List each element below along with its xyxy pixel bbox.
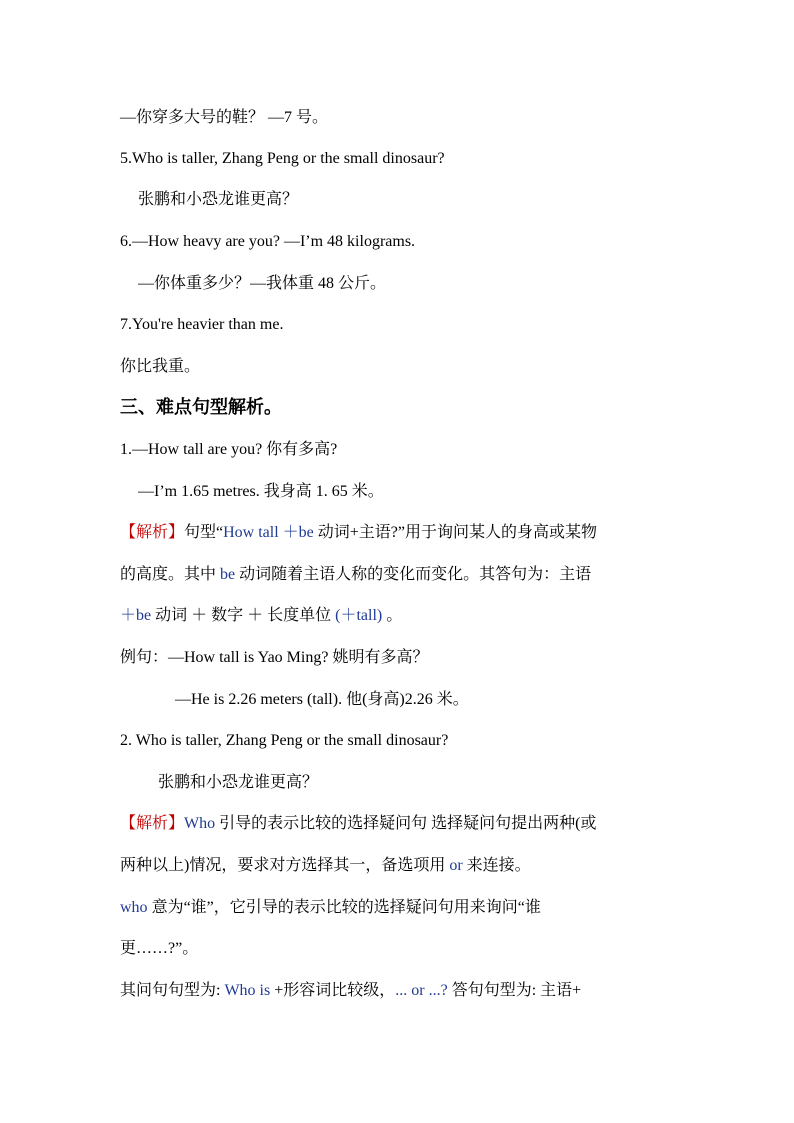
keyword: be: [220, 566, 236, 583]
text-line: 1.—How tall are you? 你有多高?: [120, 441, 338, 458]
text-span: 动词+主语?”用于询问某人的身高或某物: [313, 524, 598, 541]
text-line: 2. Who is taller, Zhang Peng or the small dinosaur?: [120, 732, 449, 749]
analysis-paragraph-line: [120, 523, 676, 543]
analysis-paragraph-line: [120, 981, 581, 1001]
section-heading: 三、难点句型解析。: [120, 397, 282, 418]
text-line: 张鹏和小恐龙谁更高？: [138, 191, 299, 208]
text-span: 答句句型为: 主语+: [447, 982, 582, 999]
keyword: Who: [184, 815, 216, 832]
text-line: —你穿多大号的鞋？ —7 号。: [120, 109, 329, 126]
keyword: How tall ＋be: [223, 524, 314, 541]
analysis-tag: 【解析】: [120, 524, 185, 541]
text-span: 其问句句型为:: [120, 982, 225, 999]
text-span: 的高度。其中: [120, 566, 221, 583]
keyword: or: [449, 857, 463, 874]
analysis-paragraph-line: [120, 606, 402, 626]
text-line: 7.You're heavier than me.: [120, 316, 284, 333]
text-span: 动词随着主语人称的变化而变化。其答句为：主语: [235, 566, 592, 583]
analysis-paragraph-line: [120, 565, 591, 585]
text-span: 动词 ＋ 数字 ＋ 长度单位: [151, 607, 336, 624]
analysis-paragraph-line: [120, 856, 531, 876]
text-line: 6.—How heavy are you? —I’m 48 kilograms.: [120, 233, 416, 250]
analysis-paragraph-line: 更……?”。: [120, 940, 199, 957]
keyword: Who is: [224, 982, 271, 999]
analysis-paragraph-line: [120, 898, 541, 918]
text-span: 引导的表示比较的选择疑问句 选择疑问句提出两种(或: [215, 815, 597, 832]
text-span: 来连接。: [462, 857, 531, 874]
text-line: 张鹏和小恐龙谁更高？: [158, 774, 319, 791]
text-span: 意为“谁”，它引导的表示比较的选择疑问句用来询问“谁: [147, 899, 541, 916]
text-span: +形容词比较级，: [270, 982, 396, 999]
text-span: 句型“: [184, 524, 224, 541]
keyword: ＋be: [120, 607, 152, 624]
text-line: —I’m 1.65 metres. 我身高 1. 65 米。: [138, 483, 384, 500]
keyword: who: [120, 899, 148, 916]
text-span: 两种以上)情况，要求对方选择其一，备选项用: [120, 857, 450, 874]
analysis-tag: 【解析】: [120, 815, 185, 832]
text-line: 5.Who is taller, Zhang Peng or the small dinosaur?: [120, 150, 445, 167]
example-question: 例句：—How tall is Yao Ming? 姚明有多高？: [120, 649, 429, 666]
keyword: ... or ...?: [395, 982, 448, 999]
analysis-paragraph-line: [120, 814, 596, 834]
example-answer: —He is 2.26 meters (tall). 他(身高)2.26 米。: [175, 691, 469, 708]
keyword: (＋tall): [335, 607, 383, 624]
text-span: 。: [382, 607, 403, 624]
text-line: 你比我重。: [120, 358, 201, 375]
text-line: —你体重多少？—我体重 48 公斤。: [138, 275, 387, 292]
